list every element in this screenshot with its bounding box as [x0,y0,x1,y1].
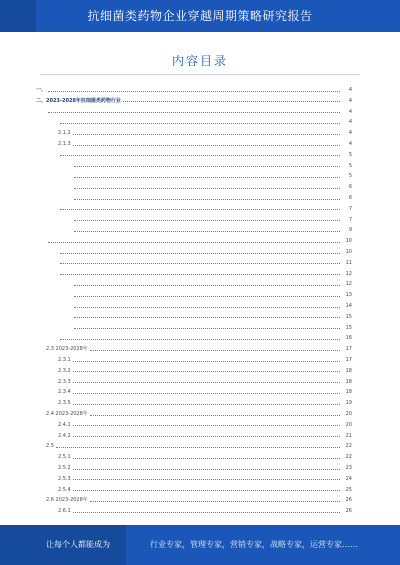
toc-entry-text: 2.4.1 [58,421,71,428]
toc-entry-text: 2.5.4 [58,486,71,493]
toc-page-number: 5 [348,173,352,180]
toc-page-number: 22 [345,454,352,461]
toc-page-number: 12 [345,270,352,277]
toc-page-number: 15 [345,324,352,331]
toc-dot-leader [73,371,340,372]
toc-page-number: 18 [345,378,352,385]
toc-entry[interactable] [58,151,352,159]
toc-entry-text: 2.3.1 [58,357,71,363]
toc-heading: 内容目录 [171,54,228,68]
toc-dot-leader [73,145,340,146]
toc-entry-text: 2.4.2 [58,432,71,439]
toc-page-number: 23 [345,465,352,471]
toc-entry-text: 2.5.2 [58,465,71,471]
toc-dot-leader [74,177,340,178]
report-title: 抗细菌类药物企业穿越周期策略研究报告 [87,9,313,23]
toc-page-number: 20 [345,421,352,428]
toc-dot-leader [90,415,340,416]
toc-page-number: 14 [345,303,352,309]
toc-dot-leader [73,382,340,383]
toc-page-number: 24 [345,475,352,482]
toc-entry[interactable] [72,280,352,288]
toc-page-number: 4 [348,87,352,93]
footer-tagline: 行业专家，管理专家，营销专家，战略专家，运营专家…… [150,540,358,549]
toc-entry[interactable] [72,183,352,191]
toc-entry-text: 2.3.4 [58,389,71,396]
toc-dot-leader [73,425,340,426]
toc-dot-leader [74,188,340,189]
toc-page-number: 18 [345,389,352,396]
toc-entry-text: 2.3.2 [58,367,71,374]
toc-page-number: 6 [348,184,352,191]
toc-entry[interactable] [58,248,352,256]
toc-entry-text: 2.5 [46,443,54,450]
toc-entry-text: 2.4 2023-2028年 [46,411,88,417]
toc-dot-leader [60,263,340,264]
toc-dot-leader [73,469,340,470]
toc-dot-leader [73,393,340,394]
toc-page-number: 4 [348,108,352,115]
toc-page-number: 12 [345,281,352,288]
toc-entry[interactable] [58,259,352,267]
toc-entry[interactable] [72,313,352,321]
toc-page-number: 7 [348,205,352,212]
toc-entry-text: 2.3.5 [58,400,71,407]
header-band [0,0,400,32]
footer-slogan: 让每个人都能成为 [46,540,110,549]
toc-dot-leader [60,155,340,156]
toc-dot-leader [60,123,340,124]
toc-entry-text: 一、 [36,87,47,93]
toc-entry[interactable] [46,410,352,418]
toc-entry[interactable] [58,118,352,126]
toc-entry[interactable] [58,399,352,407]
toc-entry[interactable] [58,507,352,515]
toc-entry[interactable] [72,291,352,299]
toc-page-number: 13 [345,292,352,299]
toc-page-number: 16 [345,335,352,342]
toc-entry[interactable] [36,97,352,105]
toc-dot-leader [73,458,340,459]
toc-entry-text: 2.1.2 [58,130,71,137]
toc-page-number: 7 [348,216,352,223]
toc-dot-leader [60,253,340,254]
toc-dot-leader [73,361,340,362]
toc-entry[interactable] [58,334,352,342]
toc-entry[interactable] [58,129,352,137]
toc-page-number: 10 [345,238,352,245]
toc-entry[interactable] [46,496,352,504]
toc-entry[interactable] [72,162,352,170]
toc-entry[interactable] [58,356,352,364]
toc-dot-leader [74,220,340,221]
toc-dot-leader [74,328,340,329]
toc-dot-leader [48,242,340,243]
toc-page-number: 4 [348,97,352,104]
toc-entry[interactable] [46,108,352,116]
toc-page-number: 19 [345,400,352,407]
toc-page-number: 4 [348,119,352,126]
toc-page-number: 18 [345,367,352,374]
toc-page-number: 20 [345,411,352,417]
toc-dot-leader [73,134,340,135]
toc-entry[interactable] [58,432,352,440]
toc-entry[interactable] [46,237,352,245]
toc-page-number: 6 [348,195,352,201]
toc-page-number: 17 [345,357,352,363]
toc-dot-leader [48,112,340,113]
toc-entry[interactable] [46,345,352,353]
toc-entry[interactable] [58,453,352,461]
toc-page-number: 5 [348,162,352,169]
toc-dot-leader [74,166,340,167]
toc-entry[interactable] [72,226,352,234]
toc-dot-leader [73,436,340,437]
toc-entry[interactable] [58,367,352,375]
toc-page-number: 11 [345,259,352,266]
toc-dot-leader [74,296,340,297]
toc-entry[interactable] [72,172,352,180]
toc-entry[interactable] [72,216,352,224]
toc-page-number: 21 [345,432,352,439]
toc-dot-leader [74,317,340,318]
toc-page-number: 5 [348,151,352,158]
toc-dot-leader [74,199,340,200]
toc-entry-text: 2.1.3 [58,141,71,147]
toc-entry[interactable] [58,378,352,386]
toc-entry-text: 2.6 2023-2028年 [46,497,88,504]
toc-entry[interactable] [72,324,352,332]
toc-entry[interactable] [58,464,352,472]
title-divider [40,74,360,75]
toc-dot-leader [56,447,340,448]
toc-page-number: 9 [348,227,352,234]
toc-dot-leader [90,501,340,502]
toc-entry[interactable] [58,205,352,213]
toc-entry[interactable] [72,302,352,310]
toc-page-number: 26 [345,497,352,504]
toc-entry[interactable] [36,86,352,94]
toc-page-number: 10 [345,249,352,255]
toc-dot-leader [73,479,340,480]
toc-page-number: 15 [345,313,352,320]
toc-dot-leader [73,490,340,491]
toc-dot-leader [74,231,340,232]
toc-dot-leader [74,285,340,286]
toc-entry-text: 2.5.3 [58,475,71,482]
toc-entry[interactable] [58,421,352,429]
toc-entry[interactable] [58,486,352,494]
toc-dot-leader [73,404,340,405]
toc-page-number: 4 [348,130,352,137]
toc-page-number: 22 [345,443,352,450]
toc-dot-leader [48,91,340,92]
toc-page-number: 25 [345,486,352,493]
toc-page-number: 26 [345,508,352,515]
toc-entry[interactable] [58,140,352,148]
toc-entry[interactable] [58,270,352,278]
toc-dot-leader [123,101,340,102]
toc-entry[interactable] [72,194,352,202]
toc-entry-text: 二、2023-2028年抗细菌类药物行业 [36,97,121,104]
toc-dot-leader [74,307,340,308]
toc-entry[interactable] [46,442,352,450]
toc-page-number: 17 [345,346,352,353]
toc-dot-leader [60,209,340,210]
toc-entry-text: 2.5.1 [58,454,71,461]
toc-dot-leader [60,274,340,275]
toc-dot-leader [73,512,340,513]
toc-entry[interactable] [58,388,352,396]
toc-entry-text: 2.3.3 [58,378,71,385]
toc-page-number: 4 [348,141,352,147]
toc-entry[interactable] [58,475,352,483]
toc-dot-leader [90,350,340,351]
toc-entry-text: 2.6.1 [58,508,71,515]
header-accent [0,0,36,32]
toc-dot-leader [60,339,340,340]
footer-band [0,525,400,565]
toc-entry-text: 2.3 2023-2028年 [46,346,88,353]
